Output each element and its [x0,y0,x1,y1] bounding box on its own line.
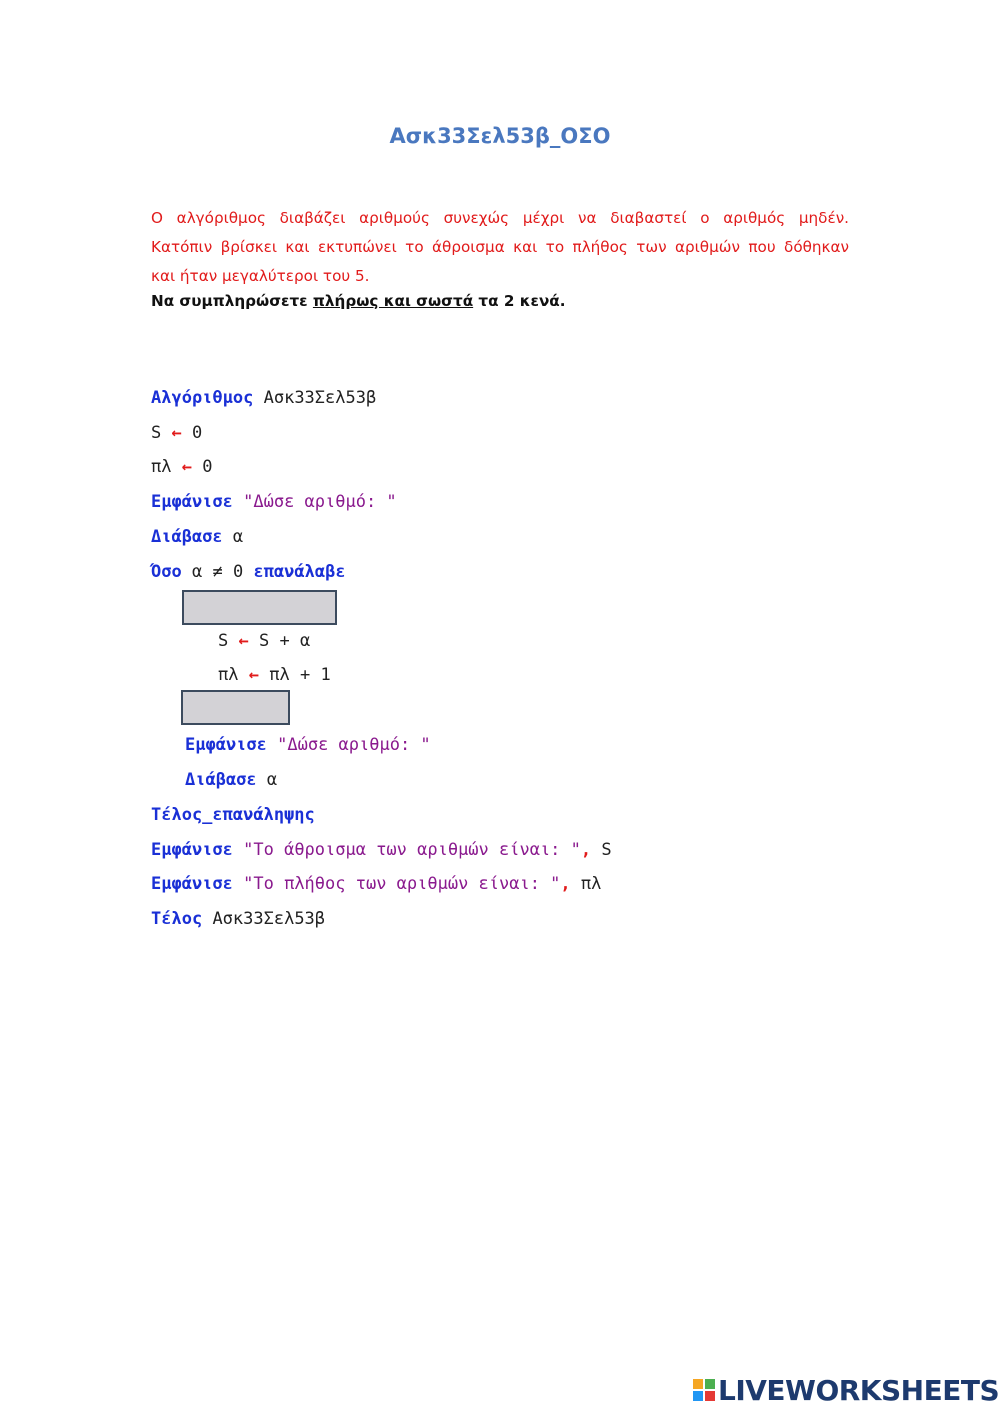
code-line-sum: S ← S + α [218,631,311,651]
logo-square-icon [693,1379,703,1389]
blank-answer-field-2[interactable] [181,690,290,725]
code-line-count: πλ ← πλ + 1 [218,665,331,685]
code-line-algorithm: Αλγόριθμος Ασκ33Σελ53β [151,388,377,408]
code-line-read: Διάβασε α [151,527,244,547]
code-line-display-prompt-2: Εμφάνισε "Δώσε αριθμό: " [185,735,431,755]
description-line-3: και ήταν μεγαλύτεροι του 5. [151,267,370,285]
code-line-while: Όσο α ≠ 0 επανάλαβε [151,562,346,582]
brand-name: LIVEWORKSHEETS [718,1373,1000,1407]
code-line-display-count: Εμφάνισε "Το πλήθος των αριθμών είναι: ", πλ [151,874,602,894]
description-line-1: Ο αλγόριθμος διαβάζει αριθμούς συνεχώς μέχρι να διαβαστεί ο αριθμός μηδέν. [151,209,849,227]
problem-description [151,204,849,291]
instruction-emphasis: πλήρως και σωστά [312,292,474,310]
code-line-init-pl: πλ ← 0 [151,457,213,477]
code-line-read-2: Διάβασε α [185,770,278,790]
code-line-init-s: S ← 0 [151,423,203,443]
code-line-end: Τέλος Ασκ33Σελ53β [151,909,326,929]
logo-square-icon [705,1391,715,1401]
description-line-2: Κατόπιν βρίσκει και εκτυπώνει το άθροισμα και το πλήθος των αριθμών που δόθηκαν [151,238,849,256]
blank-answer-field-1[interactable] [182,590,337,625]
code-line-end-loop: Τέλος_επανάληψης [151,805,315,825]
liveworksheets-logo-icon [693,1379,715,1401]
liveworksheets-logo [693,1372,999,1408]
instruction: Να συμπληρώσετε πλήρως και σωστά τα 2 κενά. [151,292,566,310]
logo-square-icon [693,1391,703,1401]
logo-square-icon [705,1379,715,1389]
code-line-display-sum: Εμφάνισε "Το άθροισμα των αριθμών είναι: ", S [151,840,612,860]
code-line-display-prompt: Εμφάνισε "Δώσε αριθμό: " [151,492,397,512]
page-title: Ασκ33Σελ53β_ΟΣΟ [389,124,611,148]
